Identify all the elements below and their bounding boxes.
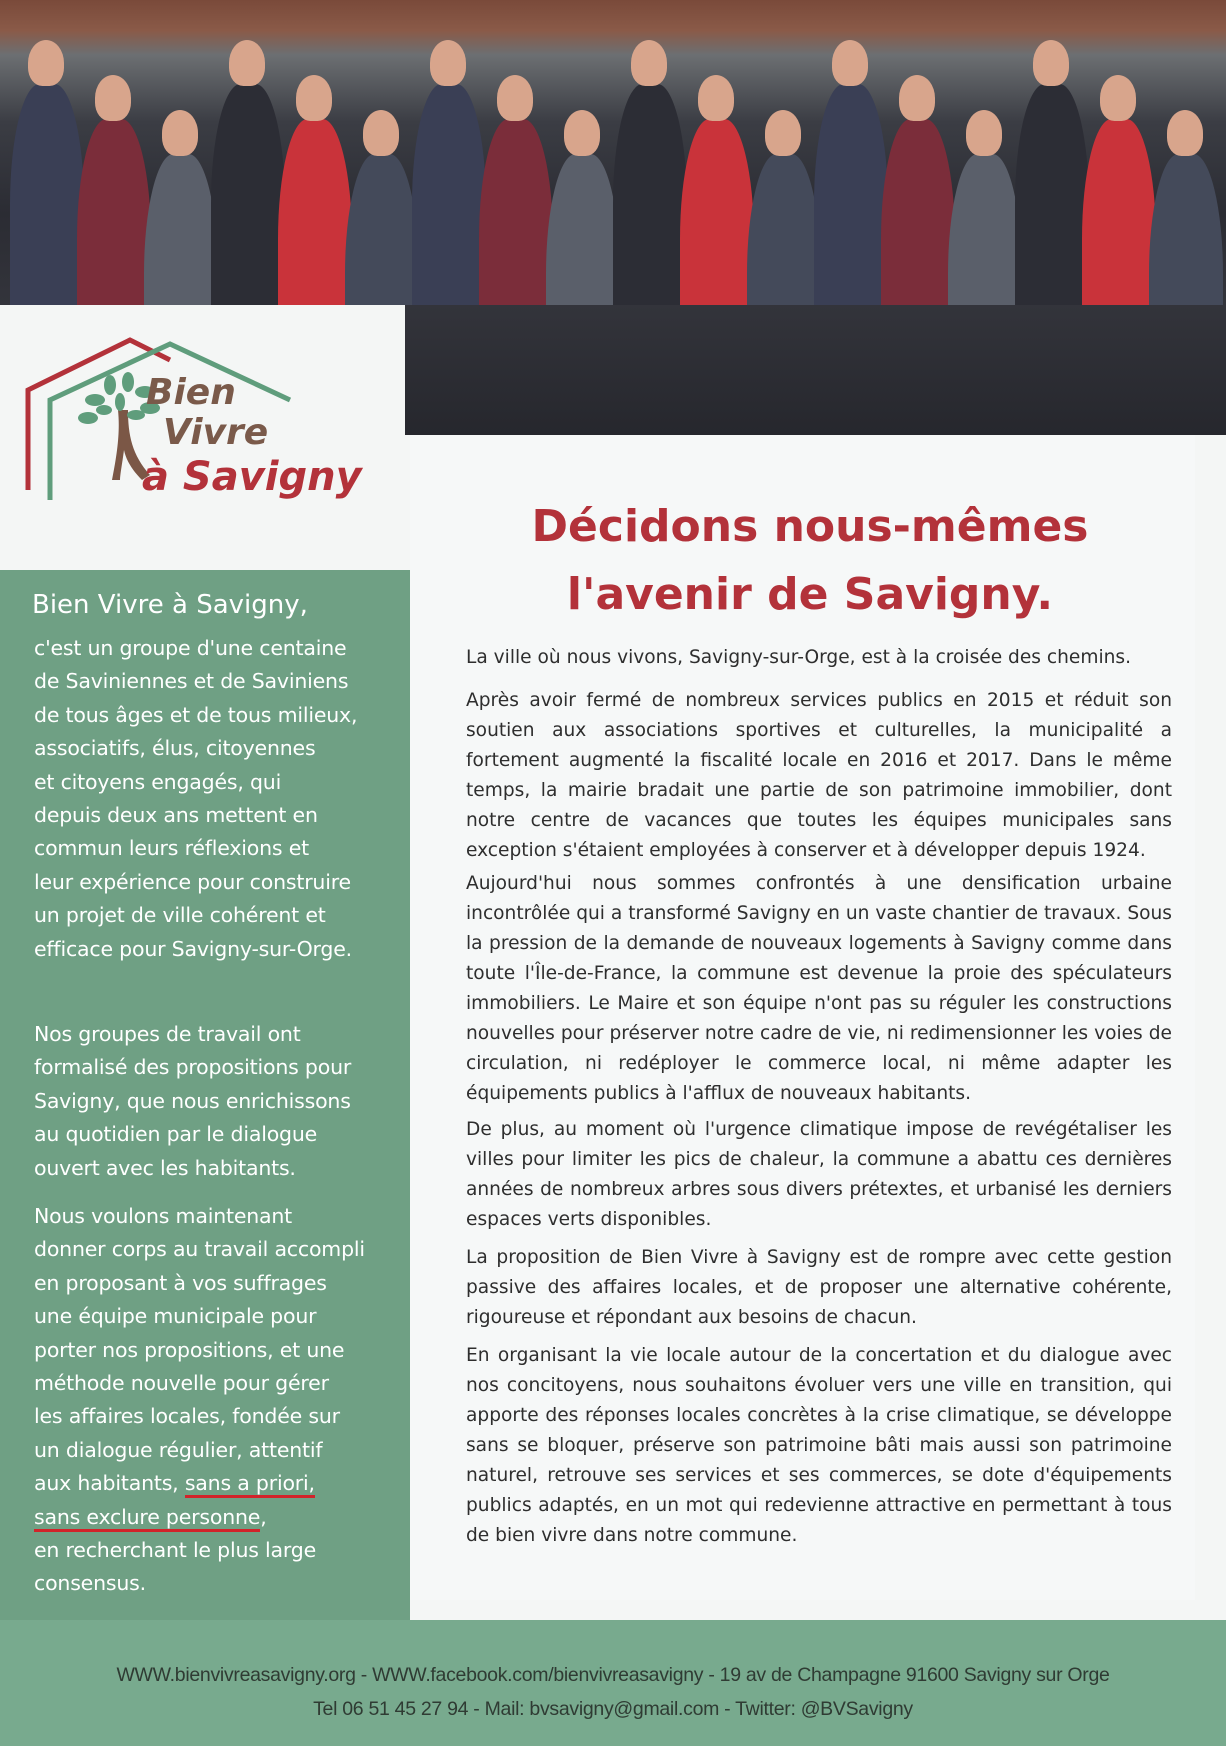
- group-photo: [0, 0, 1226, 305]
- person-body: [680, 119, 754, 305]
- person-face: [1100, 75, 1136, 121]
- sidebar-paragraph-1: [34, 632, 394, 966]
- footer-contact-line-1: WWW.bienvivreasavigny.org - WWW.facebook.com/bienvivreasavigny - 19 av de Champagne 91600 Savigny sur Orge: [116, 1664, 1110, 1686]
- person-body: [814, 84, 888, 305]
- person-face: [631, 40, 667, 86]
- person-body: [211, 84, 285, 305]
- text-line: associatifs, élus, citoyennes: [34, 736, 316, 761]
- person-face: [899, 75, 935, 121]
- text-line: donner corps au travail accompli: [34, 1237, 365, 1262]
- person-body: [747, 154, 821, 305]
- footer-contact-line-2: Tel 06 51 45 27 94 - Mail: bvsavigny@gmail.com - Twitter: @BVSavigny: [313, 1698, 913, 1720]
- person-face: [28, 40, 64, 86]
- article-paragraph: En organisant la vie locale autour de la concertation et du dialogue avec nos concitoyens, nous souhaitons évoluer vers une ville en transition, qui apporte des réponses locales concrètes à la crise climatique, se développe sans se bloquer, préserve son patrimoine bâti mais aussi son patrimoine naturel, retrouve ses services et ses commerces, se dote d'équipements publics adaptés, en un mot qui redevienne attractive en permettant à tous de bien vivre dans notre commune.: [466, 1345, 1172, 1546]
- text-line: en proposant à vos suffrages: [34, 1270, 327, 1295]
- person-body: [613, 84, 687, 305]
- text-line: au quotidien par le dialogue: [34, 1122, 318, 1147]
- svg-text:à Savigny: à Savigny: [142, 454, 362, 500]
- article-paragraph: La ville où nous vivons, Savigny-sur-Orge, est à la croisée des chemins.: [466, 647, 1132, 668]
- text-line: un dialogue régulier, attentif: [34, 1437, 323, 1462]
- person-face: [564, 110, 600, 156]
- svg-text:Vivre: Vivre: [163, 412, 269, 453]
- text-line: Nous voulons maintenant: [34, 1204, 293, 1228]
- person-body: [1149, 154, 1223, 305]
- article-paragraph: La proposition de Bien Vivre à Savigny est de rompre avec cette gestion passive des affaires locales, et de proposer une alternative cohérente, rigoureuse et répondant aux besoins de chacun.: [466, 1247, 1172, 1328]
- person-body: [144, 154, 218, 305]
- person-body: [412, 84, 486, 305]
- text-line: leur expérience pour construire: [34, 869, 351, 894]
- headline-line-1: Décidons nous-mêmes: [531, 501, 1089, 552]
- text-line: efficace pour Savigny-sur-Orge.: [34, 936, 352, 961]
- person-body: [546, 154, 620, 305]
- person-body: [881, 119, 955, 305]
- text-line: formalisé des propositions pour: [34, 1055, 352, 1080]
- person-body: [77, 119, 151, 305]
- footer: [0, 1620, 1226, 1746]
- person-body: [278, 119, 352, 305]
- text-line: commun leurs réflexions et: [34, 836, 309, 861]
- text-line: les affaires locales, fondée sur: [34, 1404, 340, 1429]
- sidebar-panel: [0, 570, 410, 1630]
- text-line: Savigny, que nous enrichissons: [34, 1088, 351, 1113]
- person-face: [497, 75, 533, 121]
- sidebar-paragraph-2: [34, 1018, 394, 1185]
- text-line: depuis deux ans mettent en: [34, 803, 318, 828]
- text-line: porter nos propositions, et une: [34, 1337, 345, 1362]
- text-line: Nos groupes de travail ont: [34, 1022, 301, 1046]
- person-body: [1015, 84, 1089, 305]
- underlined-phrase: sans exclure personne: [34, 1505, 260, 1532]
- person-face: [162, 110, 198, 156]
- person-body: [479, 119, 553, 305]
- underlined-phrase: sans a priori,: [185, 1471, 315, 1498]
- main-article: [410, 435, 1195, 1600]
- person-face: [1033, 40, 1069, 86]
- person-face: [1167, 110, 1203, 156]
- person-face: [229, 40, 265, 86]
- person-face: [698, 75, 734, 121]
- text-line: de tous âges et de tous milieux,: [34, 702, 358, 727]
- text-line: consensus.: [34, 1571, 146, 1596]
- person-face: [95, 75, 131, 121]
- text-line: une équipe municipale pour: [34, 1304, 317, 1329]
- article-paragraph: De plus, au moment où l'urgence climatique impose de revégétaliser les villes pour limiter les pics de chaleur, la commune a abattu ces dernières années de nombreux arbres sous divers prétextes, et urbanisé les derniers espaces verts disponibles.: [466, 1119, 1172, 1230]
- person-face: [765, 110, 801, 156]
- headline-line-2: l'avenir de Savigny.: [566, 569, 1054, 620]
- person-face: [296, 75, 332, 121]
- person-face: [430, 40, 466, 86]
- article-paragraph: Aujourd'hui nous sommes confrontés à une densification urbaine incontrôlée qui a transformé Savigny en un vaste chantier de travaux. Sous la pression de la demande de nouveaux logements à Savigny comme dans toute l'Île-de-France, la commune est devenue la proie des spéculateurs immobiliers. Le Maire et son équipe n'ont pas su réguler les constructions nouvelles pour préserver notre cadre de vie, ni redimensionner les voies de circulation, ni redéployer le commerce local, ni même adapter les équipements publics à l'afflux de nouveaux habitants.: [466, 873, 1172, 1104]
- text-line: ouvert avec les habitants.: [34, 1155, 296, 1180]
- person-body: [10, 84, 84, 305]
- sidebar-title: Bien Vivre à Savigny,: [32, 590, 308, 620]
- logo: [20, 330, 380, 550]
- headline: [410, 493, 1210, 629]
- person-body: [1082, 119, 1156, 305]
- svg-text:Bien: Bien: [146, 372, 236, 413]
- text-line: en recherchant le plus large: [34, 1538, 317, 1563]
- person-face: [363, 110, 399, 156]
- article-paragraph: Après avoir fermé de nombreux services publics en 2015 et réduit son soutien aux associations sportives et culturelles, la municipalité a fortement augmenté la fiscalité locale en 2016 et 2017. Dans le même temps, la mairie bradait une partie de son patrimoine immobilier, dont notre centre de vacances que toutes les équipes municipales sans exception s'étaient employées à conserver et à développer depuis 1924.: [466, 690, 1172, 861]
- text: aux habitants,: [34, 1471, 185, 1496]
- person-face: [966, 110, 1002, 156]
- person-face: [832, 40, 868, 86]
- house-tree-logo-icon: [20, 330, 380, 550]
- person-body: [948, 154, 1022, 305]
- sidebar-paragraph-3: [34, 1200, 394, 1601]
- text-line: de Saviniennes et de Saviniens: [34, 669, 349, 694]
- text-line: un projet de ville cohérent et: [34, 903, 326, 928]
- text-line: c'est un groupe d'une centaine: [34, 636, 347, 660]
- text: ,: [260, 1504, 267, 1529]
- group-photo-extension: [405, 305, 1226, 435]
- text-line: et citoyens engagés, qui: [34, 769, 282, 794]
- person-body: [345, 154, 419, 305]
- text-line: méthode nouvelle pour gérer: [34, 1371, 329, 1396]
